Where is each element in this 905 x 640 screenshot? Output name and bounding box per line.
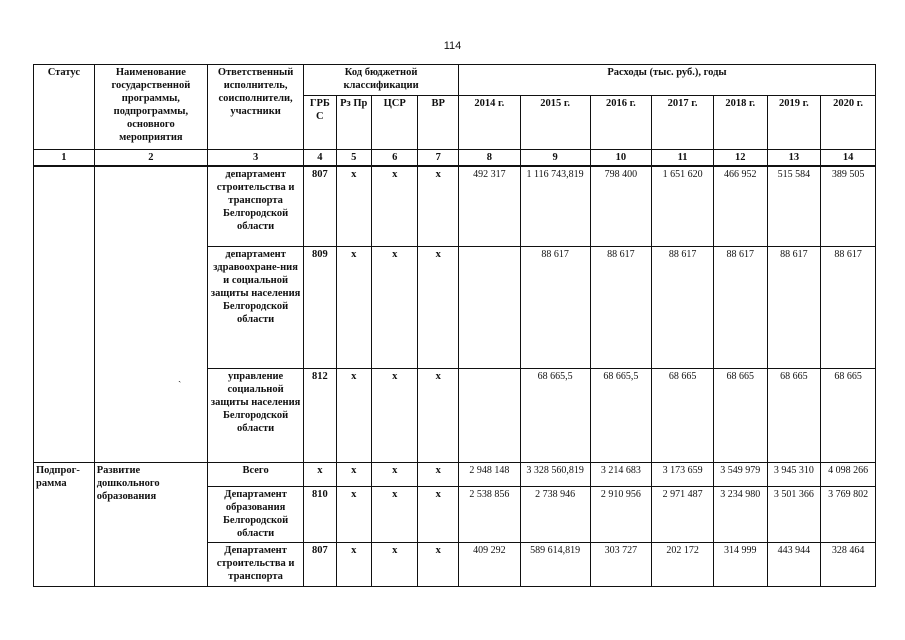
value-cell: 798 400 xyxy=(590,166,652,246)
column-number: 13 xyxy=(767,150,821,167)
value-cell: 68 665 xyxy=(821,368,876,462)
column-number: 6 xyxy=(371,150,418,167)
responsible-cell: департамент строительства и транспорта Белгородской области xyxy=(208,166,304,246)
vr-cell: х xyxy=(418,246,459,368)
grbs-cell: 810 xyxy=(304,486,336,542)
header-year: 2014 г. xyxy=(458,96,520,150)
value-cell: 589 614,819 xyxy=(520,542,590,586)
value-cell: 389 505 xyxy=(821,166,876,246)
responsible-cell: управление социальной защиты населения Белгородской области xyxy=(208,368,304,462)
value-cell: 4 098 266 xyxy=(821,462,876,486)
value-cell: 314 999 xyxy=(713,542,767,586)
header-status: Статус xyxy=(34,65,95,150)
header-vr: ВР xyxy=(418,96,459,150)
column-number: 7 xyxy=(418,150,459,167)
value-cell xyxy=(458,246,520,368)
value-cell: 3 501 366 xyxy=(767,486,821,542)
header-year: 2017 г. xyxy=(652,96,714,150)
table-row xyxy=(34,462,876,486)
table-row xyxy=(34,166,876,246)
value-cell: 68 665 xyxy=(767,368,821,462)
column-number-row xyxy=(34,150,876,167)
header-expenses: Расходы (тыс. руб.), годы xyxy=(458,65,875,96)
column-number: 12 xyxy=(713,150,767,167)
status-cell xyxy=(34,166,95,462)
grbs-cell: 807 xyxy=(304,166,336,246)
budget-table xyxy=(33,64,876,587)
header-row-1 xyxy=(34,65,876,96)
csr-cell: х xyxy=(371,166,418,246)
name-cell: Развитие дошкольного образования xyxy=(94,462,207,586)
value-cell: 2 910 956 xyxy=(590,486,652,542)
vr-cell: х xyxy=(418,166,459,246)
header-name: Наименование государственной программы, подпрограммы, основного мероприятия xyxy=(94,65,207,150)
csr-cell: х xyxy=(371,462,418,486)
value-cell: 3 945 310 xyxy=(767,462,821,486)
value-cell: 1 651 620 xyxy=(652,166,714,246)
header-year: 2020 г. xyxy=(821,96,876,150)
header-year: 2018 г. xyxy=(713,96,767,150)
header-csr: ЦСР xyxy=(371,96,418,150)
value-cell: 68 665,5 xyxy=(520,368,590,462)
value-cell: 3 549 979 xyxy=(713,462,767,486)
rzpr-cell: х xyxy=(336,368,371,462)
value-cell: 68 665,5 xyxy=(590,368,652,462)
value-cell xyxy=(458,368,520,462)
rzpr-cell: х xyxy=(336,166,371,246)
value-cell: 3 328 560,819 xyxy=(520,462,590,486)
value-cell: 3 173 659 xyxy=(652,462,714,486)
csr-cell: х xyxy=(371,368,418,462)
column-number: 2 xyxy=(94,150,207,167)
page-number: 114 xyxy=(443,40,462,52)
vr-cell: х xyxy=(418,542,459,586)
grbs-cell: 809 xyxy=(304,246,336,368)
vr-cell: х xyxy=(418,368,459,462)
value-cell: 2 971 487 xyxy=(652,486,714,542)
rzpr-cell: х xyxy=(336,542,371,586)
responsible-cell: Всего xyxy=(208,462,304,486)
value-cell: 409 292 xyxy=(458,542,520,586)
csr-cell: х xyxy=(371,542,418,586)
grbs-cell: 812 xyxy=(304,368,336,462)
value-cell: 68 665 xyxy=(652,368,714,462)
value-cell: 88 617 xyxy=(590,246,652,368)
value-cell: 466 952 xyxy=(713,166,767,246)
responsible-cell: Департамент образования Белгородской области xyxy=(208,486,304,542)
value-cell: 2 948 148 xyxy=(458,462,520,486)
value-cell: 3 214 683 xyxy=(590,462,652,486)
csr-cell: х xyxy=(371,486,418,542)
value-cell: 88 617 xyxy=(767,246,821,368)
rzpr-cell: х xyxy=(336,486,371,542)
column-number: 8 xyxy=(458,150,520,167)
value-cell: 3 234 980 xyxy=(713,486,767,542)
value-cell: 2 538 856 xyxy=(458,486,520,542)
header-year: 2019 г. xyxy=(767,96,821,150)
vr-cell: х xyxy=(418,486,459,542)
grbs-cell: 807 xyxy=(304,542,336,586)
header-rzpr: Рз Пр xyxy=(336,96,371,150)
vr-cell: х xyxy=(418,462,459,486)
column-number: 14 xyxy=(821,150,876,167)
grbs-cell: х xyxy=(304,462,336,486)
column-number: 4 xyxy=(304,150,336,167)
value-cell: 515 584 xyxy=(767,166,821,246)
header-grbs: ГРБ С xyxy=(304,96,336,150)
value-cell: 1 116 743,819 xyxy=(520,166,590,246)
header-year: 2015 г. xyxy=(520,96,590,150)
column-number: 10 xyxy=(590,150,652,167)
value-cell: 88 617 xyxy=(520,246,590,368)
column-number: 3 xyxy=(208,150,304,167)
header-responsible: Ответственный исполнитель, соисполнители, участники xyxy=(208,65,304,150)
rzpr-cell: х xyxy=(336,462,371,486)
value-cell: 202 172 xyxy=(652,542,714,586)
column-number: 1 xyxy=(34,150,95,167)
column-number: 11 xyxy=(652,150,714,167)
stray-mark: ˎ xyxy=(178,372,182,383)
value-cell: 328 464 xyxy=(821,542,876,586)
column-number: 9 xyxy=(520,150,590,167)
responsible-cell: Департамент строительства и транспорта xyxy=(208,542,304,586)
value-cell: 443 944 xyxy=(767,542,821,586)
csr-cell: х xyxy=(371,246,418,368)
column-number: 5 xyxy=(336,150,371,167)
rzpr-cell: х xyxy=(336,246,371,368)
value-cell: 88 617 xyxy=(821,246,876,368)
value-cell: 2 738 946 xyxy=(520,486,590,542)
header-year: 2016 г. xyxy=(590,96,652,150)
value-cell: 88 617 xyxy=(652,246,714,368)
responsible-cell: департамент здравоохране-ния и социальной защиты населения Белгородской области xyxy=(208,246,304,368)
value-cell: 492 317 xyxy=(458,166,520,246)
value-cell: 88 617 xyxy=(713,246,767,368)
value-cell: 3 769 802 xyxy=(821,486,876,542)
value-cell: 303 727 xyxy=(590,542,652,586)
name-cell xyxy=(94,166,207,462)
header-budget-code: Код бюджетной классификации xyxy=(304,65,459,96)
status-cell: Подпрог-рамма xyxy=(34,462,95,586)
value-cell: 68 665 xyxy=(713,368,767,462)
